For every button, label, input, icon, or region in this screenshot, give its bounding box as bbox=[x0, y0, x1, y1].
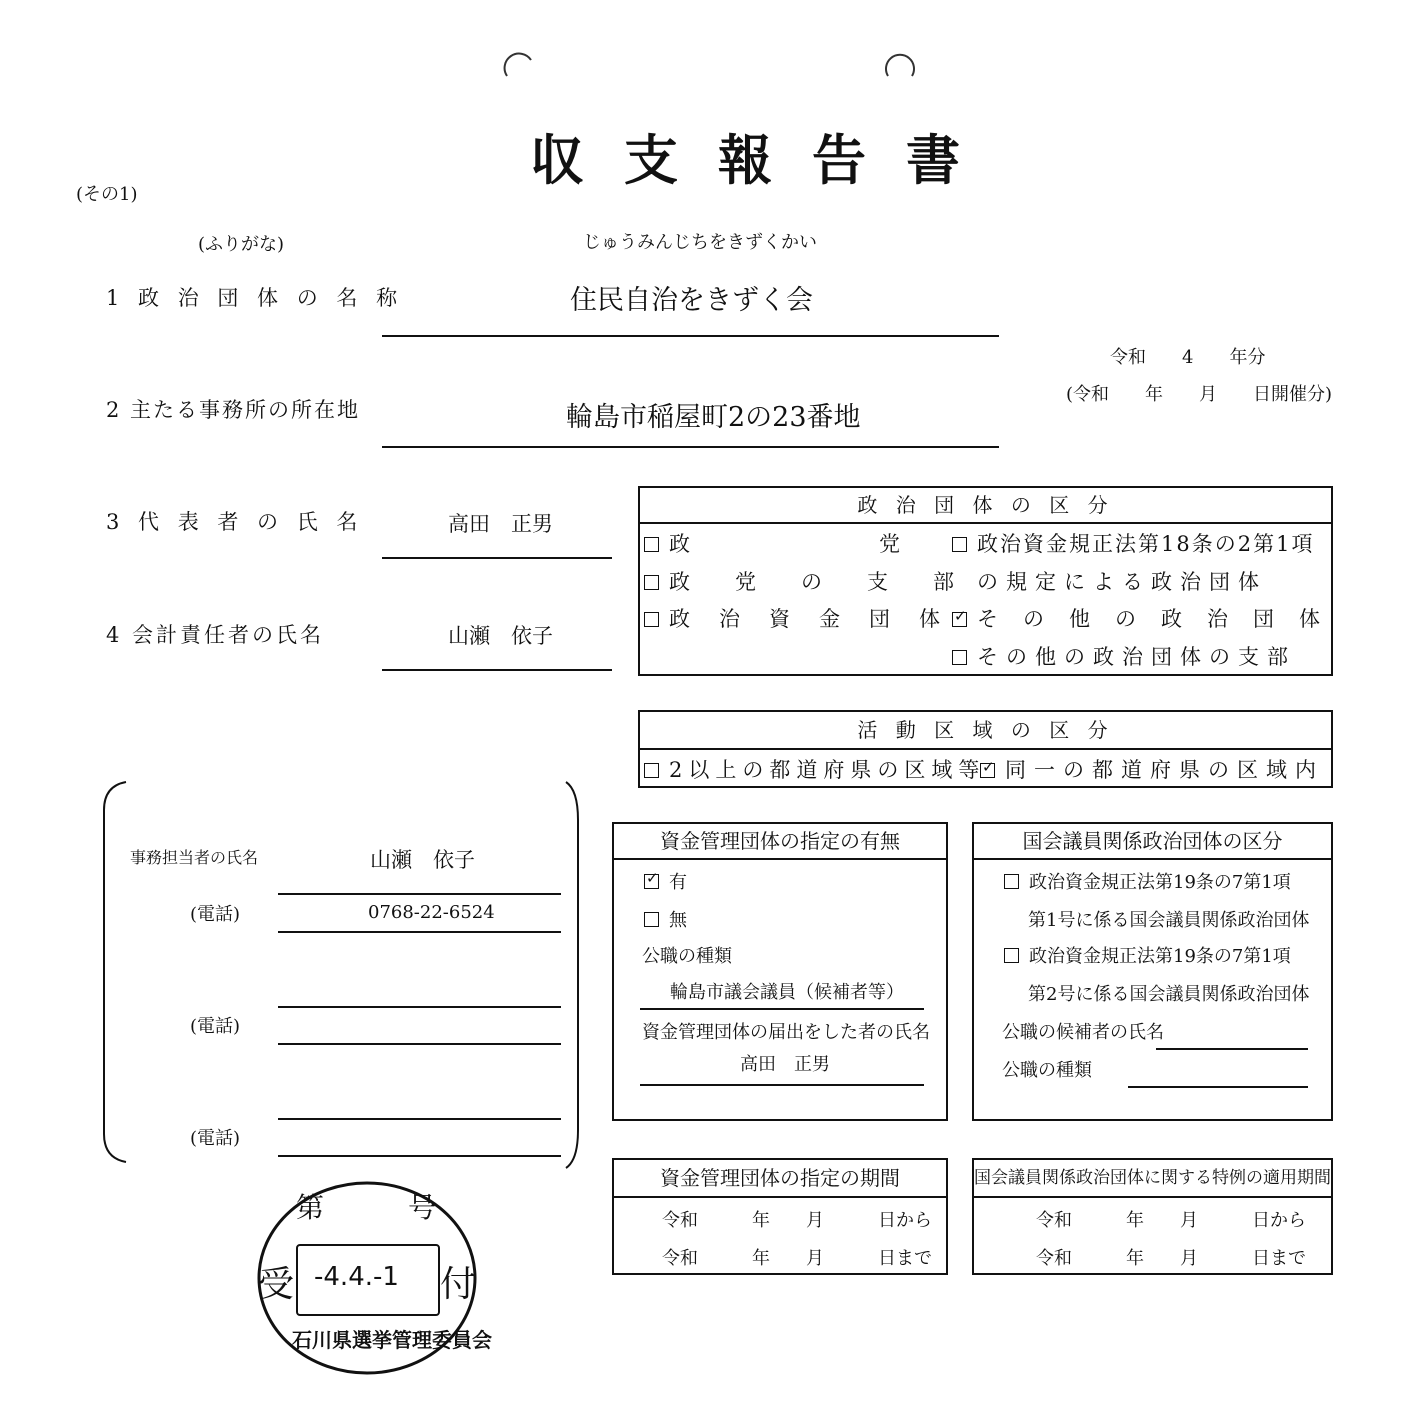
org-class-other-branch[interactable]: その他の政治団体の支部 bbox=[952, 641, 1296, 671]
office-address-label: 2 主たる事務所の所在地 bbox=[106, 398, 361, 422]
stamp-date: -4.4.-1 bbox=[314, 1262, 399, 1292]
activity-multi-prefecture[interactable]: 2以上の都道府県の区域等 bbox=[644, 754, 985, 784]
diet-class-header: 国会議員関係政治団体の区分 bbox=[974, 824, 1331, 860]
checkbox[interactable] bbox=[952, 537, 967, 552]
fund-mgmt-header: 資金管理団体の指定の有無 bbox=[614, 824, 946, 860]
report-event-date: (令和 年 月 日開催分) bbox=[1066, 384, 1333, 405]
bracket-left bbox=[100, 780, 130, 1164]
checkbox[interactable] bbox=[644, 575, 659, 590]
bracket-right bbox=[562, 780, 584, 1170]
contact-name-value: 山瀬 依子 bbox=[370, 848, 475, 872]
org-class-art18-cont: の規定による政治団体 bbox=[977, 570, 1267, 594]
org-class-party[interactable]: 政 党 bbox=[644, 528, 924, 558]
activity-single-prefecture[interactable]: ✓ 同一の都道府県の区域内 bbox=[980, 754, 1324, 784]
treasurer-underline bbox=[382, 669, 612, 671]
org-name-underline bbox=[382, 335, 999, 337]
diet-period-header: 国会議員関係政治団体に関する特例の適用期間 bbox=[974, 1160, 1331, 1198]
checkbox[interactable] bbox=[644, 763, 659, 778]
diet-office-type-underline bbox=[1128, 1086, 1308, 1088]
office-address-underline bbox=[382, 446, 999, 448]
representative-underline bbox=[382, 557, 612, 559]
diet-class-item2[interactable]: 政治資金規正法第19条の7第1項 bbox=[1004, 942, 1291, 968]
form-number: (その1) bbox=[76, 184, 138, 205]
checkbox[interactable] bbox=[644, 912, 659, 927]
contact-name-underline bbox=[278, 893, 561, 895]
activity-area-box bbox=[638, 710, 1333, 788]
contact-tel-underline-2 bbox=[278, 1043, 561, 1045]
stamp-received-left: 受 bbox=[258, 1264, 295, 1305]
org-class-art18[interactable]: 政治資金規正法第18条の2第1項 bbox=[952, 528, 1314, 558]
diet-class-box bbox=[972, 822, 1333, 1121]
document-title: 収支報告書 bbox=[530, 129, 1000, 192]
binder-hole-right bbox=[878, 40, 928, 90]
treasurer-label: 4 会計責任者の氏名 bbox=[106, 623, 325, 647]
furigana-value: じゅうみんじちをきずくかい bbox=[583, 232, 817, 253]
org-name-value: 住民自治をきずく会 bbox=[570, 285, 813, 316]
diet-candidate-label: 公職の候補者の氏名 bbox=[1002, 1022, 1164, 1043]
report-year: 令和 4 年分 bbox=[1110, 347, 1266, 368]
org-class-box bbox=[638, 486, 1333, 676]
fund-mgmt-yes[interactable]: ✓有 bbox=[644, 868, 687, 894]
checkbox[interactable] bbox=[644, 537, 659, 552]
office-address-value: 輪島市稲屋町2の23番地 bbox=[566, 402, 861, 433]
diet-class-item1[interactable]: 政治資金規正法第19条の7第1項 bbox=[1004, 868, 1291, 894]
fund-mgmt-no[interactable]: 無 bbox=[644, 906, 687, 932]
checkbox-checked[interactable] bbox=[980, 763, 995, 778]
diet-candidate-underline bbox=[1156, 1048, 1308, 1050]
activity-area-header: 活 動 区 域 の 区 分 bbox=[640, 712, 1331, 750]
checkbox[interactable] bbox=[644, 612, 659, 627]
contact-name-underline-3 bbox=[278, 1118, 561, 1120]
contact-tel-underline-3 bbox=[278, 1155, 561, 1157]
fund-mgmt-notifier-value: 高田 正男 bbox=[740, 1054, 830, 1075]
treasurer-value: 山瀬 依子 bbox=[448, 624, 553, 648]
diet-period-to: 令和 年 月 日まで bbox=[1036, 1248, 1306, 1269]
stamp-issuer: 石川県選挙管理委員会 bbox=[292, 1328, 492, 1352]
contact-name-underline-2 bbox=[278, 1006, 561, 1008]
org-class-party-branch[interactable]: 政 党 の 支 部 bbox=[644, 566, 966, 596]
org-class-other[interactable]: ✓そ の 他 の 政 治 団 体 bbox=[952, 603, 1322, 633]
contact-tel-label-3: (電話) bbox=[190, 1128, 241, 1149]
representative-value: 高田 正男 bbox=[448, 512, 553, 536]
stamp-number-label: 第 号 bbox=[296, 1191, 437, 1224]
contact-tel-label-1: (電話) bbox=[190, 904, 241, 925]
fund-period-box bbox=[612, 1158, 948, 1275]
fund-period-to: 令和 年 月 日まで bbox=[662, 1248, 932, 1269]
checkbox[interactable] bbox=[952, 650, 967, 665]
diet-office-type-label: 公職の種類 bbox=[1002, 1060, 1092, 1081]
org-class-header: 政 治 団 体 の 区 分 bbox=[640, 488, 1331, 524]
org-class-fund-group[interactable]: 政 治 資 金 団 体 bbox=[644, 603, 944, 633]
fund-mgmt-office-type-label: 公職の種類 bbox=[642, 946, 732, 967]
checkbox[interactable] bbox=[1004, 874, 1019, 889]
fund-mgmt-notifier-underline bbox=[640, 1084, 924, 1086]
fund-period-header: 資金管理団体の指定の期間 bbox=[614, 1160, 946, 1198]
furigana-label: (ふりがな) bbox=[198, 234, 285, 255]
stamp-received-right: 付 bbox=[440, 1264, 477, 1305]
contact-tel-underline-1 bbox=[278, 931, 561, 933]
checkbox-checked[interactable] bbox=[644, 874, 659, 889]
contact-tel-label-2: (電話) bbox=[190, 1016, 241, 1037]
fund-mgmt-box bbox=[612, 822, 948, 1121]
contact-tel-value-1: 0768-22-6524 bbox=[368, 902, 495, 923]
diet-period-from: 令和 年 月 日から bbox=[1036, 1210, 1306, 1231]
representative-label: 3 代 表 者 の 氏 名 bbox=[106, 510, 364, 534]
checkbox-checked[interactable] bbox=[952, 612, 967, 627]
diet-class-item1-cont: 第1号に係る国会議員関係政治団体 bbox=[1028, 910, 1310, 931]
fund-mgmt-office-type-value: 輪島市議会議員（候補者等） bbox=[670, 982, 904, 1003]
fund-mgmt-notifier-label: 資金管理団体の届出をした者の氏名 bbox=[642, 1022, 930, 1043]
fund-period-from: 令和 年 月 日から bbox=[662, 1210, 932, 1231]
binder-hole-left bbox=[495, 38, 545, 88]
checkbox[interactable] bbox=[1004, 948, 1019, 963]
org-name-label: 1 政 治 団 体 の 名 称 bbox=[106, 286, 404, 310]
receipt-stamp bbox=[256, 1180, 492, 1376]
fund-mgmt-office-type-underline bbox=[640, 1008, 924, 1010]
diet-period-box bbox=[972, 1158, 1333, 1275]
diet-class-item2-cont: 第2号に係る国会議員関係政治団体 bbox=[1028, 984, 1310, 1005]
contact-name-label: 事務担当者の氏名 bbox=[130, 848, 259, 867]
